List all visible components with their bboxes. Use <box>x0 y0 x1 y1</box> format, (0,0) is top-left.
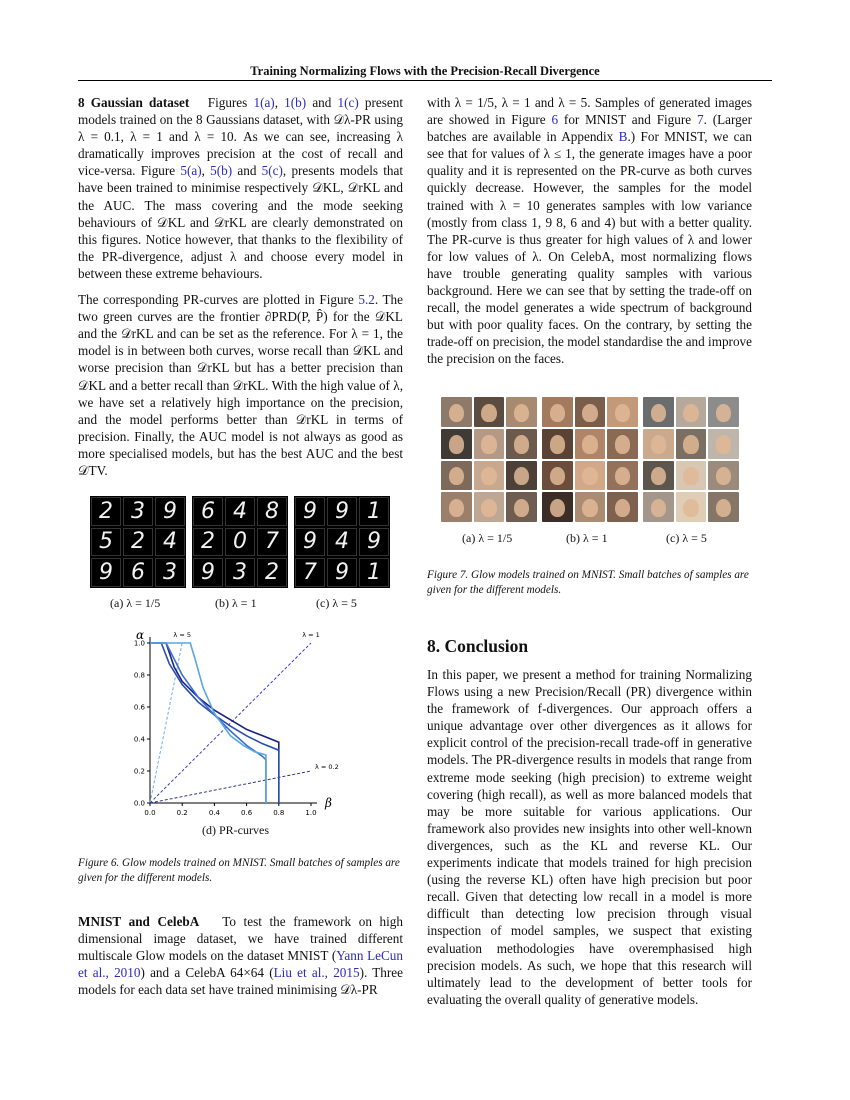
digit-caption-c: (c) λ = 5 <box>316 596 357 610</box>
ref-fig-7[interactable]: 7 <box>696 112 704 128</box>
mnist-grid-a <box>90 496 186 588</box>
figure7-text: Glow models trained on MNIST. Small batches of samples are given for the different models. <box>427 569 749 596</box>
face-sample <box>441 492 472 522</box>
mnist-digit: 2 <box>91 497 121 526</box>
left-column-top <box>78 94 403 488</box>
gaussian-paragraph <box>78 94 403 282</box>
mnist-digit: 2 <box>123 528 153 557</box>
ref-appendix-b[interactable]: B <box>618 129 628 145</box>
reference-line-label: λ = 1 <box>302 631 320 639</box>
text: , <box>201 163 211 179</box>
x-tick-label: 1.0 <box>305 809 317 817</box>
face-sample <box>708 429 739 459</box>
ref-fig-5c[interactable]: 5(c) <box>261 163 283 179</box>
mnist-digit: 3 <box>155 558 185 587</box>
pr-caption: (d) PR-curves <box>202 823 269 837</box>
face-sample <box>441 461 472 491</box>
ref-fig-1c[interactable]: 1(c) <box>337 95 359 110</box>
x-tick-label: 0.8 <box>273 809 285 817</box>
figure7-label: Figure 7. <box>427 569 469 581</box>
y-axis-label: α <box>136 628 145 642</box>
mnist-digit: 3 <box>123 497 153 526</box>
text: and <box>306 95 338 110</box>
x-tick-label: 0.6 <box>241 809 253 817</box>
mnist-paragraph <box>78 913 403 998</box>
face-sample <box>542 461 573 491</box>
face-sample <box>575 397 606 427</box>
y-tick-label: 0.6 <box>133 703 145 712</box>
face-sample <box>643 492 674 522</box>
pr-curve-series <box>150 643 279 803</box>
mnist-digit: 9 <box>193 558 223 587</box>
mnist-digit: 4 <box>155 528 185 557</box>
ref-fig-5a[interactable]: 5(a) <box>180 163 202 179</box>
figure6-label: Figure 6. <box>78 857 120 869</box>
figure6-text: Glow models trained on MNIST. Small batches of samples are given for the different models. <box>78 857 400 884</box>
mnist-heading: MNIST and CelebA <box>78 914 200 929</box>
reference-line <box>150 771 311 803</box>
y-tick-label: 0.2 <box>133 767 145 776</box>
text: with λ = 1/5, λ = 1 and λ = 5. Samples of generated images are showed in Figure <box>427 95 752 128</box>
reference-line-label: λ = 5 <box>173 631 191 639</box>
face-sample <box>607 492 638 522</box>
face-sample <box>441 429 472 459</box>
face-sample <box>506 492 537 522</box>
text: ) and a CelebA 64×64 ( <box>140 965 274 981</box>
figure7-caption <box>427 568 752 597</box>
x-tick-label: 0.2 <box>176 809 188 817</box>
mnist-digit: 9 <box>359 528 389 557</box>
mnist-digit: 1 <box>359 558 389 587</box>
pr-curve-svg <box>118 618 348 818</box>
header-rule <box>78 80 772 81</box>
text: present models trained on the 8 Gaussians dataset, with 𝒟λ-PR using λ = 0.1, λ = 1 and λ = 10. As we can see, increasing λ dramatically improves precision at the cost of recall and vice-versa. Figure <box>78 95 404 179</box>
right-column-top <box>427 94 752 377</box>
y-tick-label: 0.0 <box>133 799 145 808</box>
mnist-digit: 2 <box>193 528 223 557</box>
face-sample <box>474 492 505 522</box>
mnist-digit: 1 <box>359 497 389 526</box>
ref-liu[interactable]: Liu et al., 2015 <box>273 965 360 981</box>
mnist-digit: 0 <box>225 528 255 557</box>
text: The corresponding PR-curves are plotted in Figure <box>78 292 359 308</box>
mnist-digit: 9 <box>155 497 185 526</box>
text: for MNIST and Figure <box>558 112 697 128</box>
mnist-grid-b <box>192 496 288 588</box>
face-sample <box>607 429 638 459</box>
digit-caption-b: (b) λ = 1 <box>215 596 257 610</box>
y-tick-label: 1.0 <box>133 639 145 648</box>
text: To test the framework on high dimensional image dataset, we have trained different multiscale Glow models on the dataset MNIST ( <box>78 914 403 964</box>
running-header: Training Normalizing Flows with the Precision-Recall Divergence <box>250 64 600 78</box>
text: . The two green curves are the frontier ∂PRD(P, P̂) for the 𝒟KL and the 𝒟rKL and can be set as the reference. For λ = 1, the model is in between both curves, worse recall than 𝒟KL and worse precision than 𝒟rKL but has a better precision than 𝒟KL and a better recall than 𝒟rKL. With the high value of λ, we have set a relatively high importance on the precision, and the model performs better than 𝒟rKL in terms of precision. Finally, the AUC model is not always as good as more specialised models, but has the best AUC and the best 𝒟TV. <box>78 292 404 478</box>
right-column-bottom <box>427 666 752 1017</box>
face-sample <box>676 397 707 427</box>
face-sample <box>575 461 606 491</box>
mnist-digit: 6 <box>123 558 153 587</box>
face-sample <box>474 397 505 427</box>
ref-fig-6[interactable]: 6 <box>551 112 559 128</box>
text: .) For MNIST, we can see that for values of λ ≤ 1, the generate images have a poor quality and it is represented on the PR-curve as both curves quickly decrease. However, the samples for the model trained with λ = 10 generates samples with low variance (mostly from class 1, 9 8, 6 and 4) but with a better quality. The PR-curve is thus greater for high values of λ and lower for low values of λ. On CelebA, most normalizing flows have trouble generating quality samples with various background. Here we can see that by setting the trade-off on recall, the model generates a wide spectrum of background but with poor quality faces. On the contrary, by setting the trade-off on precision, the model standardise the and improve the precision on the faces. <box>427 129 752 367</box>
face-sample <box>542 397 573 427</box>
x-axis-label: β <box>325 796 332 810</box>
y-tick-label: 0.4 <box>133 735 145 744</box>
mnist-digit: 2 <box>257 558 287 587</box>
ref-fig-5b[interactable]: 5(b) <box>210 163 233 179</box>
celeba-grid-c <box>643 397 739 522</box>
ref-fig-1a[interactable]: 1(a) <box>253 95 275 110</box>
mnist-digit: 5 <box>91 528 121 557</box>
face-sample <box>676 492 707 522</box>
ref-fig-5-2[interactable]: 5.2 <box>358 292 375 308</box>
digit-caption-a: (a) λ = 1/5 <box>110 596 161 610</box>
face-sample <box>506 397 537 427</box>
mnist-digit: 6 <box>193 497 223 526</box>
face-caption-a: (a) λ = 1/5 <box>462 531 513 545</box>
x-tick-label: 0.4 <box>208 809 220 817</box>
face-sample <box>643 429 674 459</box>
x-tick-label: 0.0 <box>144 809 156 817</box>
left-column-bottom <box>78 913 403 1007</box>
mnist-digit: 9 <box>327 558 357 587</box>
celeba-grid-b <box>542 397 638 522</box>
mnist-celeba-cont <box>427 94 752 368</box>
face-sample <box>506 461 537 491</box>
mnist-digit: 3 <box>225 558 255 587</box>
face-caption-b: (b) λ = 1 <box>566 531 608 545</box>
face-sample <box>708 492 739 522</box>
gaussian-heading: 8 Gaussian dataset <box>78 95 190 110</box>
face-sample <box>542 492 573 522</box>
mnist-digit: 4 <box>327 528 357 557</box>
face-sample <box>474 461 505 491</box>
face-sample <box>575 429 606 459</box>
y-tick-label: 0.8 <box>133 671 145 680</box>
face-sample <box>643 397 674 427</box>
mnist-grid-c <box>294 496 390 588</box>
mnist-digit: 7 <box>295 558 325 587</box>
face-sample <box>542 429 573 459</box>
text: Figures <box>207 95 254 110</box>
face-sample <box>607 397 638 427</box>
mnist-digit: 8 <box>257 497 287 526</box>
text: and <box>232 163 262 179</box>
ref-fig-1b[interactable]: 1(b) <box>284 95 307 110</box>
face-sample <box>676 429 707 459</box>
celeba-grid-a <box>441 397 537 522</box>
pr-curve-series <box>150 643 279 803</box>
figure6-caption <box>78 856 403 885</box>
text: , presents models that have been trained to minimise respectively 𝒟KL, 𝒟rKL and the AUC. The mass covering and the mode seeking behaviours of 𝒟KL and 𝒟rKL are clearly demonstrated on this figures. Notice however, that thanks to the flexibility of the PR-divergence, adjust λ and choose every model in between these extreme behaviours. <box>78 163 403 281</box>
pr-curve-series <box>150 643 266 803</box>
text: , <box>274 95 285 110</box>
face-sample <box>643 461 674 491</box>
text: . (Larger batches are available in Appendix <box>427 112 753 145</box>
mnist-digit: 4 <box>225 497 255 526</box>
ref-lecun[interactable]: Yann LeCun et al., 2010 <box>78 948 403 981</box>
face-sample <box>708 397 739 427</box>
text: ). Three models for each data set have trained minimising 𝒟λ-PR <box>78 965 403 998</box>
mnist-digit: 9 <box>91 558 121 587</box>
mnist-digit: 9 <box>327 497 357 526</box>
mnist-digit: 9 <box>295 528 325 557</box>
face-sample <box>575 492 606 522</box>
face-sample <box>441 397 472 427</box>
conclusion-heading: 8. Conclusion <box>427 636 529 656</box>
face-sample <box>506 429 537 459</box>
prcurves-paragraph <box>78 291 403 479</box>
mnist-digit: 7 <box>257 528 287 557</box>
pr-curve-series <box>150 643 266 803</box>
face-caption-c: (c) λ = 5 <box>666 531 707 545</box>
face-sample <box>607 461 638 491</box>
reference-line-label: λ = 0.2 <box>315 763 339 771</box>
face-sample <box>708 461 739 491</box>
face-sample <box>474 429 505 459</box>
conclusion-paragraph: In this paper, we present a method for training Normalizing Flows using a new Precision/Recall (PR) divergence within the framework of f-divergences. Our approach offers a unique advantage over other divergences as it allows for explicit control of the precision-recall trade-off in generative models. The PR-divergence results in models that range from extreme mode seeking (high precision) to extreme weight covering (high recall), as well as more balanced models that may be more suitable for various applications. Our framework also provides new insights into other well-known divergences, such as the KL and reverse KL. Our experiments indicate that models trained for high precision (using the reverse KL) often have high precision but poor recall. Given that detecting low recall in a model is more difficult than detecting low precision through visual inspection of model samples, we suspect that existing evaluation methodologies have overemphasised high precision models. As such, we hope that this research will ultimately lead to the development of better tools for evaluating the overall quality of generative models. <box>427 667 752 1007</box>
mnist-digit: 9 <box>295 497 325 526</box>
face-sample <box>676 461 707 491</box>
pr-curve-chart <box>118 618 348 823</box>
